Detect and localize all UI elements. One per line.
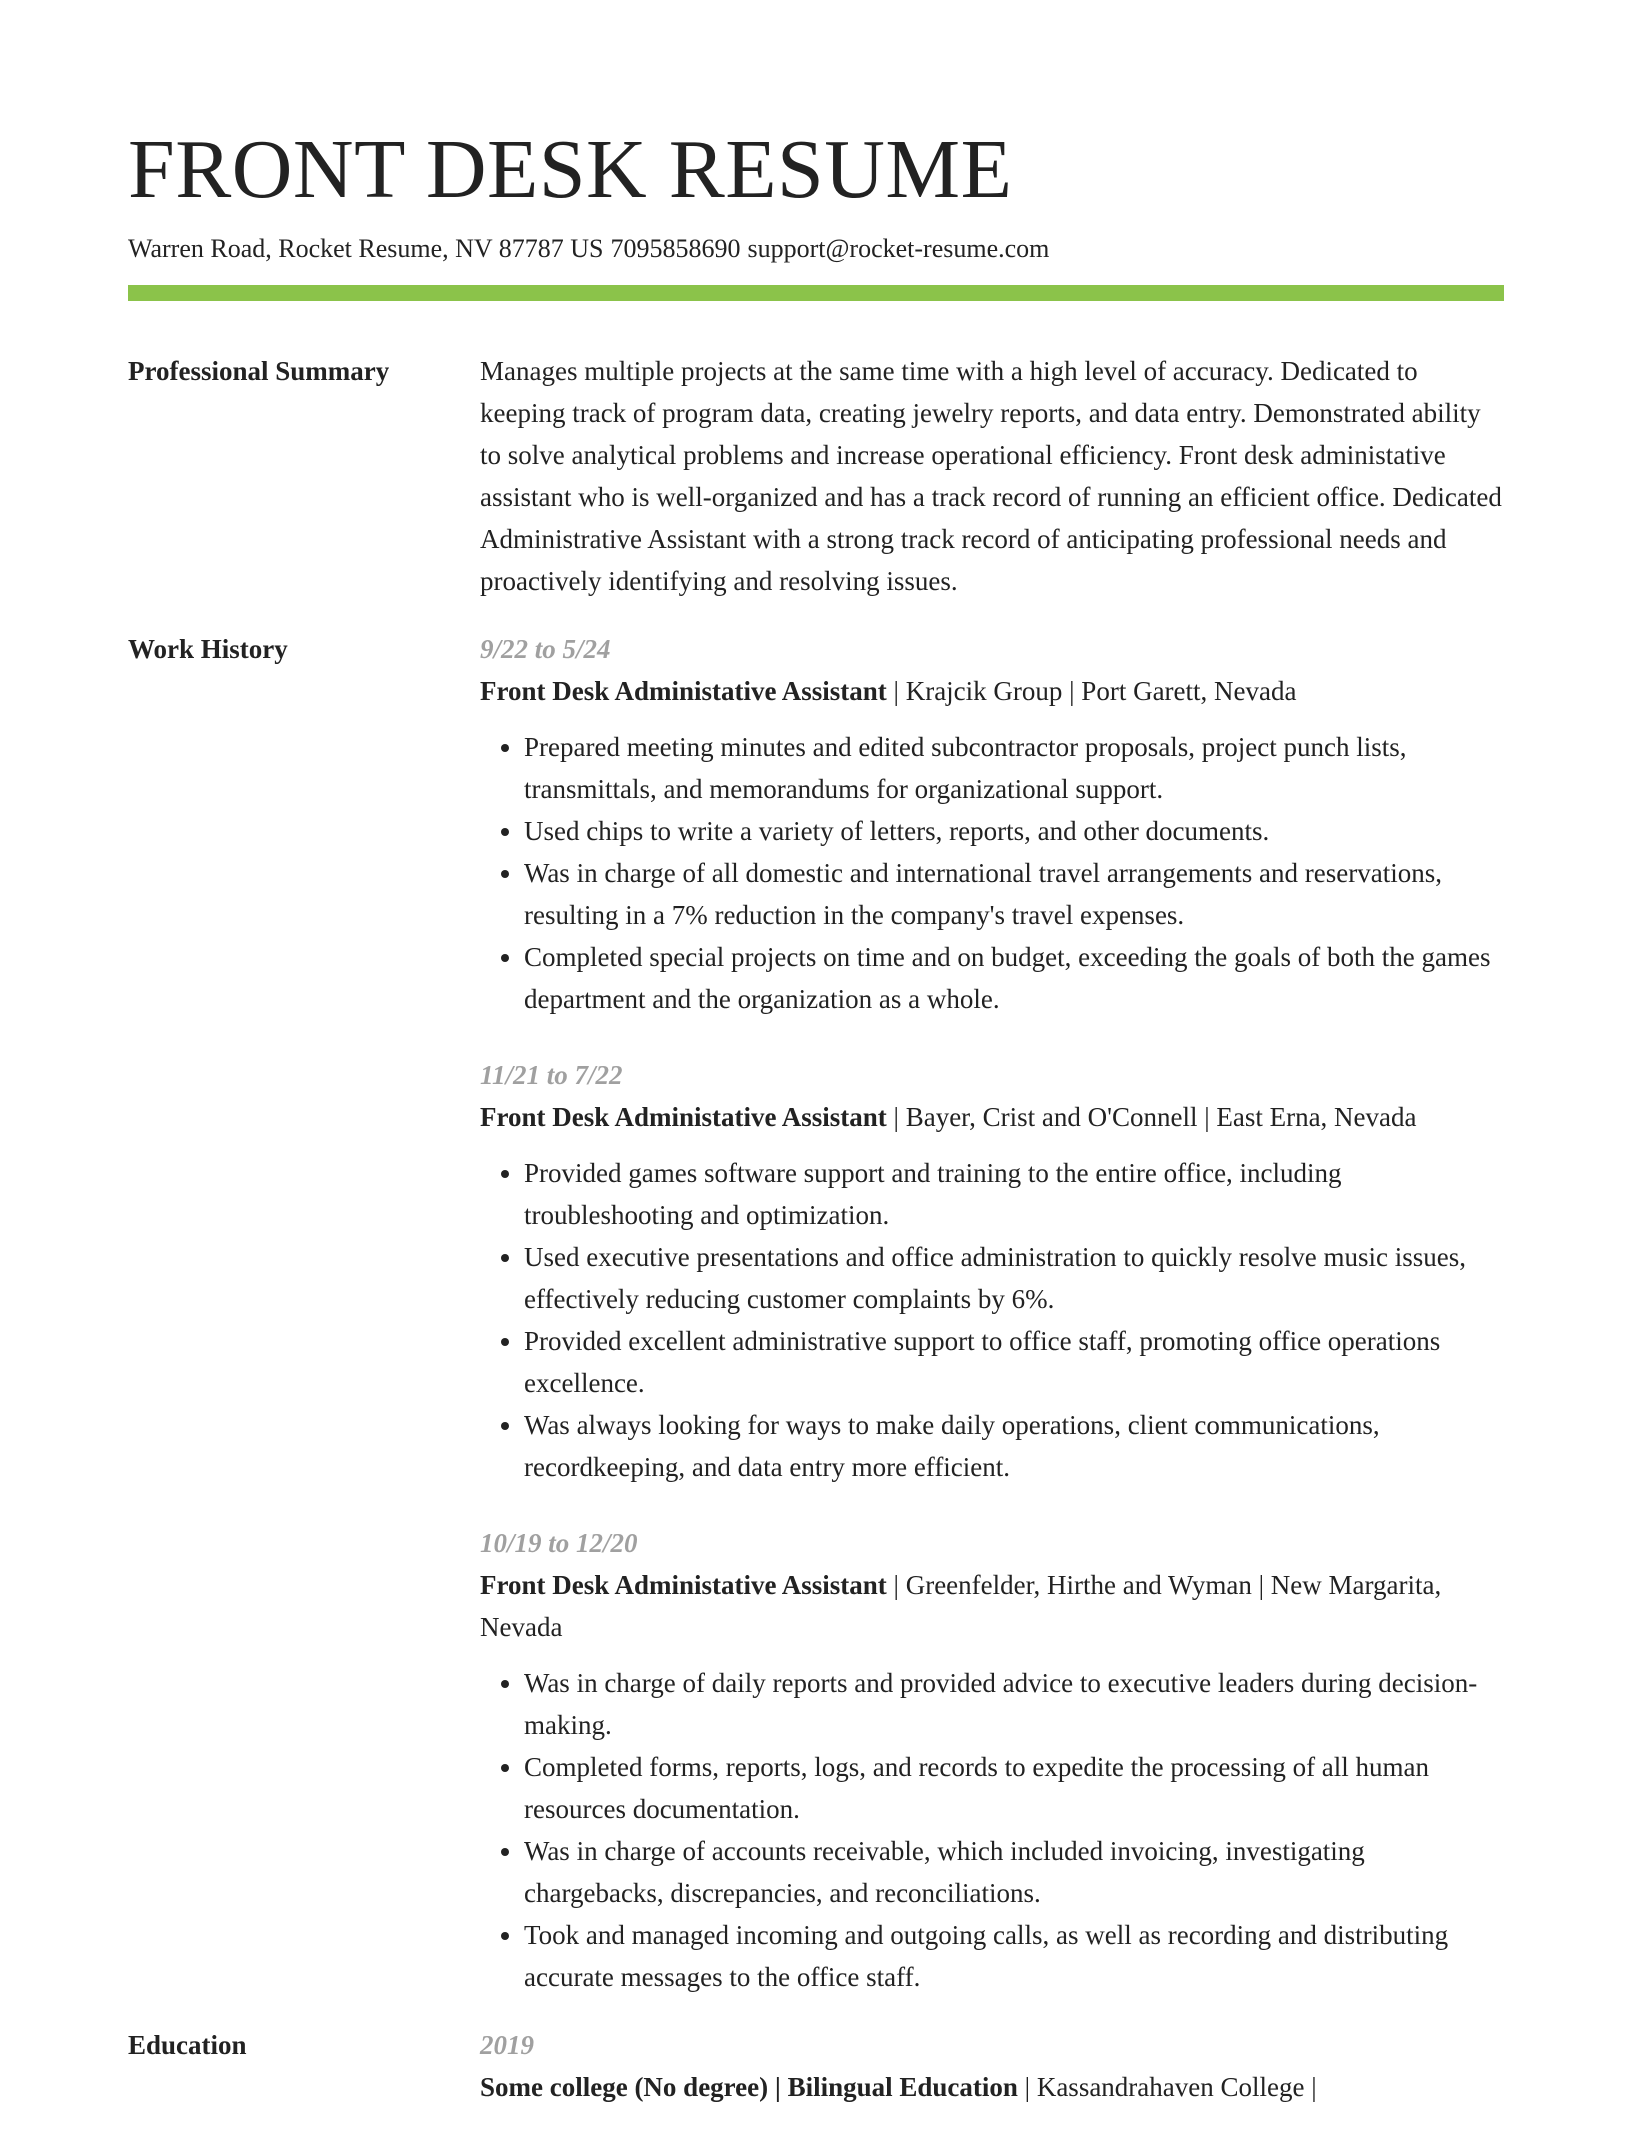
section-body-education [480, 2024, 1504, 2108]
section-work-history [128, 628, 1504, 1998]
job-heading [480, 1564, 1504, 1648]
section-summary [128, 350, 1504, 602]
list-item: • Was in charge of accounts receivable, which included invoicing, investigating chargebacks, discrepancies, and reconciliations. [524, 1830, 1504, 1914]
list-item: • Used executive presentations and office administration to quickly resolve music issues, effectively reducing customer complaints by 6%. [524, 1236, 1504, 1320]
list-item: • Prepared meeting minutes and edited subcontractor proposals, project punch lists, transmittals, and memorandums for organizational support. [524, 726, 1504, 810]
job-entry [480, 628, 1504, 1020]
header-divider [128, 285, 1504, 301]
list-item: • Used chips to write a variety of letters, reports, and other documents. [524, 810, 1504, 852]
section-body-summary [480, 350, 1504, 602]
resume-title: FRONT DESK RESUME [128, 123, 1013, 216]
list-item: • Was in charge of daily reports and provided advice to executive leaders during decision-making. [524, 1662, 1504, 1746]
section-label-summary: Professional Summary [128, 356, 390, 386]
education-degree: Some college (No degree) | Bilingual Education [480, 2072, 1018, 2102]
summary-text: Manages multiple projects at the same time with a high level of accuracy. Dedicated to keeping track of program data, creating jewelry reports, and data entry. Demonstrated ability to solve analytical problems and increase operational efficiency. Front desk administative assistant who is well-organized and has a track record of running an efficient office. Dedicated Administrative Assistant with a strong track record of anticipating professional needs and proactively identifying and resolving issues. [480, 356, 1502, 596]
list-item: • Completed special projects on time and on budget, exceeding the goals of both the games department and the organization as a whole. [524, 936, 1504, 1020]
list-item: • Provided games software support and training to the entire office, including troubleshooting and optimization. [524, 1152, 1504, 1236]
job-heading [480, 1096, 1504, 1138]
job-entry [480, 1054, 1504, 1488]
job-dates: 10/19 to 12/20 [480, 1528, 638, 1558]
job-details: | Krajcik Group | Port Garett, Nevada [886, 676, 1297, 706]
education-school: | Kassandrahaven College | [1017, 2072, 1317, 2102]
contact-line [128, 233, 1056, 265]
job-bullets [480, 1662, 1504, 1998]
list-item: • Took and managed incoming and outgoing calls, as well as recording and distributing accurate messages to the office staff. [524, 1914, 1504, 1998]
job-details: | Bayer, Crist and O'Connell | East Erna, Nevada [886, 1102, 1417, 1132]
contact-address: Warren Road, Rocket Resume, NV 87787 US [128, 234, 604, 263]
education-heading [480, 2066, 1504, 2108]
section-education [128, 2024, 1504, 2108]
job-heading [480, 670, 1504, 712]
resume-sections [128, 350, 1504, 2134]
job-entry [480, 1522, 1504, 1998]
contact-phone: 7095858690 [610, 234, 741, 263]
job-dates: 11/21 to 7/22 [480, 1060, 623, 1090]
job-bullets [480, 1152, 1504, 1488]
list-item: • Provided excellent administrative support to office staff, promoting office operations excellence. [524, 1320, 1504, 1404]
education-dates: 2019 [480, 2030, 534, 2060]
job-dates: 9/22 to 5/24 [480, 634, 611, 664]
job-title: Front Desk Administative Assistant [480, 1570, 887, 1600]
contact-email: support@rocket-resume.com [747, 234, 1050, 263]
section-label-work-history: Work History [128, 634, 288, 664]
list-item: • Was always looking for ways to make daily operations, client communications, recordkeeping, and data entry more efficient. [524, 1404, 1504, 1488]
job-title: Front Desk Administative Assistant [480, 1102, 887, 1132]
job-bullets [480, 726, 1504, 1020]
section-body-work-history [480, 628, 1504, 1998]
list-item: • Completed forms, reports, logs, and records to expedite the processing of all human resources documentation. [524, 1746, 1504, 1830]
section-label-education: Education [128, 2030, 247, 2060]
job-title: Front Desk Administative Assistant [480, 676, 887, 706]
list-item: • Was in charge of all domestic and international travel arrangements and reservations, resulting in a 7% reduction in the company's travel expenses. [524, 852, 1504, 936]
job-details: | Greenfelder, Hirthe and Wyman | New Margarita, Nevada [480, 1570, 1442, 1642]
